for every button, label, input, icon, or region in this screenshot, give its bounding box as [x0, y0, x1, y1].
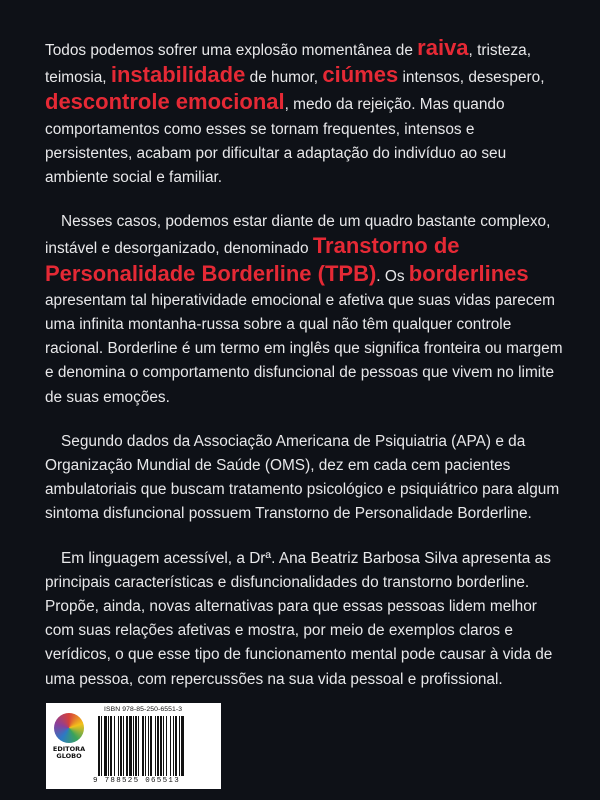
text-segment: , medo da rejeição. Mas quando comportamentos como esses se tornam frequentes, intensos e persistentes, acabam por dificultar a adaptação do indivíduo ao seu ambiente social e familiar.: [45, 96, 507, 187]
highlight-word-raiva: raiva: [417, 35, 469, 60]
text-segment: Todos podemos sofrer uma explosão momentânea de: [45, 42, 418, 59]
text-segment: intensos, desespero,: [398, 69, 545, 87]
text-segment: de humor,: [245, 69, 323, 87]
paragraph-2: [45, 210, 565, 410]
globe-icon: [54, 713, 84, 743]
text-segment: Nesses casos, podemos estar diante de um quadro bastante complexo, instável e desorganizado, denominado: [45, 213, 551, 258]
isbn-label: ISBN 978-85-250-6551-3: [104, 706, 183, 713]
paragraph-1: [45, 36, 565, 190]
text-segment: . Os: [376, 267, 409, 285]
publisher-logo: [52, 713, 86, 760]
barcode-icon: [98, 716, 216, 776]
barcode-number: 9 788525 065513: [93, 777, 181, 785]
back-cover-text: [45, 36, 565, 712]
highlight-tpb: Transtorno de Personalidade Borderline (TPB): [45, 233, 460, 286]
text-segment: apresentam tal hiperatividade emocional e afetiva que suas vidas parecem uma infinita montanha-russa sobre a qual não têm qualquer controle racional. Borderline é um termo em inglês que significa fronteira ou margem e denomina o comportamento disfuncional de pessoas que vivem no limite de suas emoções.: [45, 291, 563, 406]
highlight-word-ciumes: ciúmes: [322, 62, 399, 88]
text-segment: , tristeza, teimosia,: [45, 42, 531, 87]
highlight-word-instabilidade: instabilidade: [110, 62, 246, 88]
paragraph-3: [45, 430, 565, 527]
publisher-name: [52, 746, 86, 760]
text-segment: Em linguagem acessível, a Drª. Ana Beatriz Barbosa Silva apresenta as principais características e disfuncionalidades do transtorno borderline. Propõe, ainda, novas alternativas para que essas pessoas lidem melhor com suas relações afetivas e mostra, por meio de exemplos claros e verídicos, o que esse tipo de funcionamento mental pode causar à vida de uma pessoa, com repercussões na sua vida pessoal e profissional.: [45, 549, 553, 688]
publisher-line1: EDITORA: [52, 745, 86, 753]
highlight-word-descontrole: descontrole emocional: [45, 89, 285, 115]
publisher-line2: GLOBO: [56, 752, 82, 760]
barcode-box: [46, 703, 221, 789]
highlight-borderlines: borderlines: [408, 260, 529, 286]
text-segment: Segundo dados da Associação Americana de Psiquiatria (APA) e da Organização Mundial de Saúde (OMS), dez em cada cem pacientes ambulatoriais que buscam tratamento psicológico e psiquiátrico para algum sintoma disfuncional possuem Transtorno de Personalidade Borderline.: [45, 432, 560, 523]
paragraph-4: [45, 547, 565, 692]
